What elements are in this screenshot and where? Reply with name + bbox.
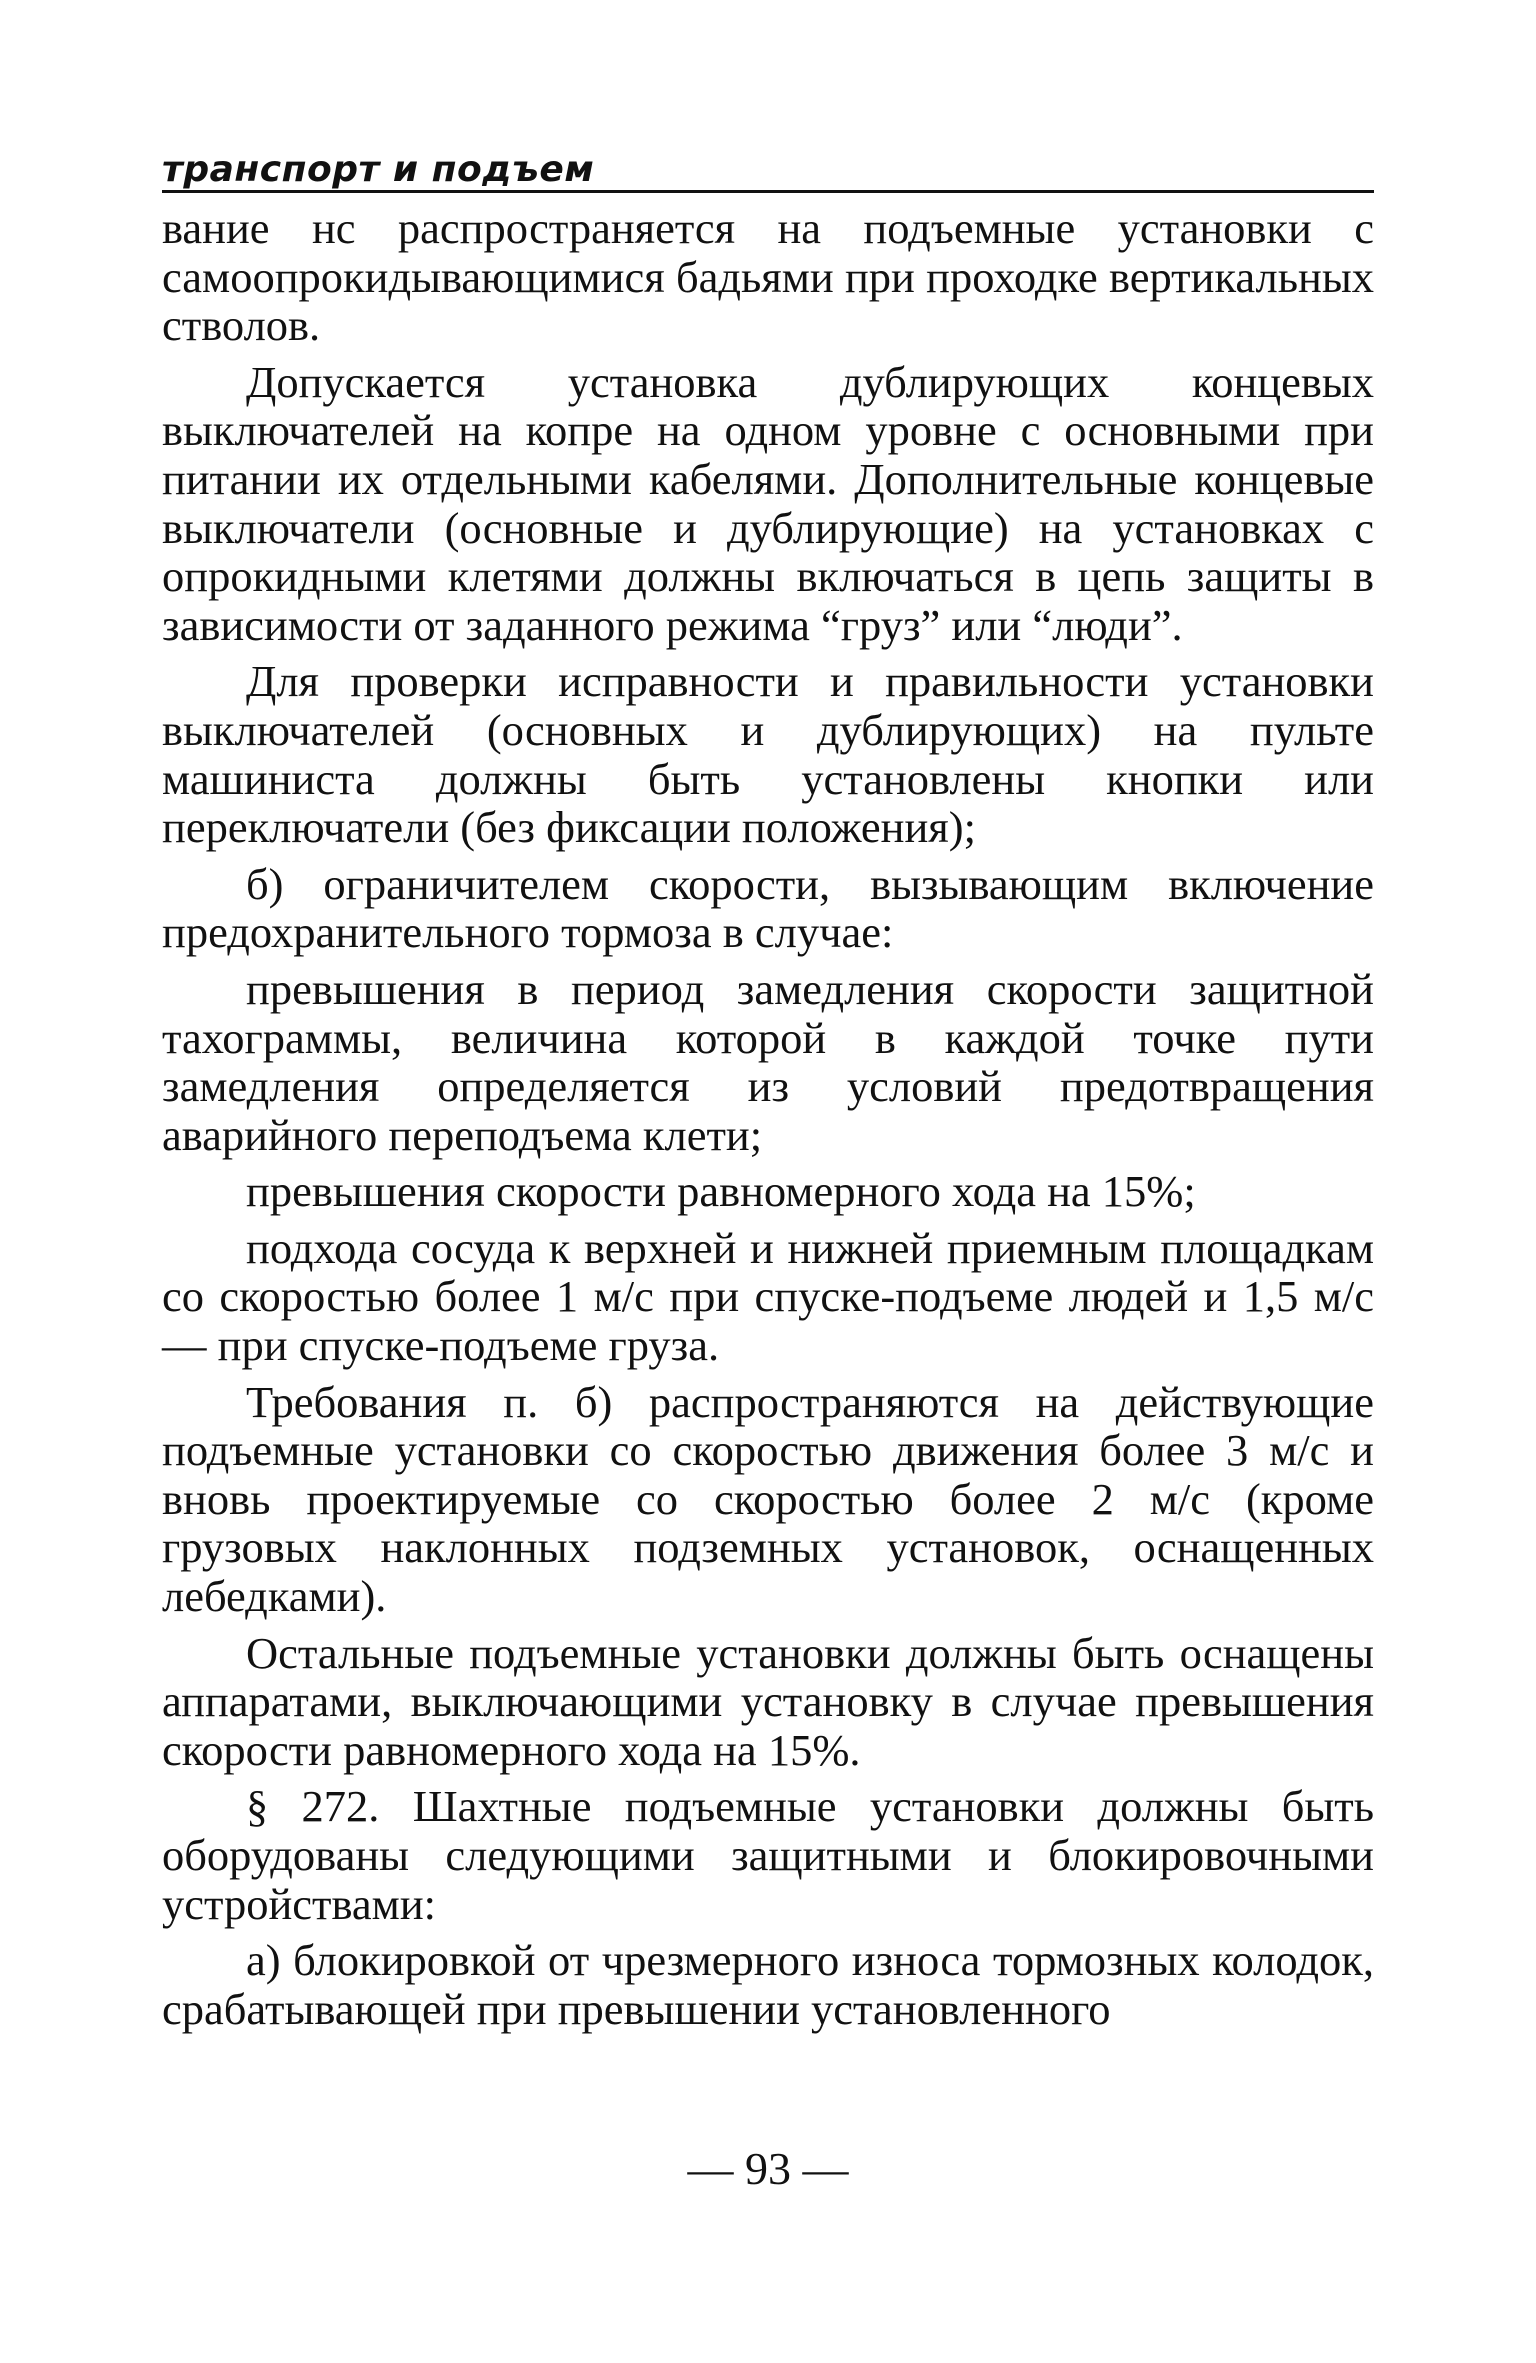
- page-number: — 93 —: [687, 2143, 849, 2194]
- paragraph: Требования п. б) распространяются на действующие подъемные установки со скоростью движения более 3 м/с и вновь проектируемые со скоростью более 2 м/с (кроме грузовых наклонных подземных установок, оснащенных лебедками).: [162, 1376, 1374, 1622]
- running-header: [162, 150, 1374, 194]
- paragraph: превышения скорости равномерного хода на 15%;: [246, 1166, 1196, 1217]
- paragraph: подхода сосуда к верхней и нижней приемным площадкам со скоростью более 1 м/с при спуске-подъеме людей и 1,5 м/с — при спуске-подъеме груза.: [162, 1222, 1374, 1371]
- paragraph-item-b: б) ограничителем скорости, вызывающим включение предохранительного тормоза в случае:: [162, 858, 1374, 958]
- paragraph-continuation: вание нс распространяется на подъемные установки с самоопрокидывающимися бадьями при проходке вертикальных стволов.: [162, 203, 1374, 351]
- paragraph: Остальные подъемные установки должны быть оснащены аппаратами, выключающими установку в случае превышения скорости равномерного хода на 15%.: [162, 1627, 1374, 1775]
- paragraph: Для проверки исправности и правильности установки выключателей (основных и дублирующих) на пульте машиниста должны быть установлены кнопки или переключатели (без фиксации положения);: [162, 656, 1374, 853]
- page: [162, 150, 1374, 2041]
- paragraph: Допускается установка дублирующих концевых выключателей на копре на одном уровне с основными при питании их отдельными кабелями. Дополнительные концевые выключатели (основные и дублирующие) на установках с опрокидными клетями должны включаться в цепь защиты в зависимости от заданного режима “груз” или “люди”.: [162, 356, 1374, 650]
- section-paragraph-272: § 272. Шахтные подъемные установки должны быть оборудованы следующими защитными и блокировочными устройствами:: [162, 1781, 1374, 1929]
- body-text: [162, 204, 1374, 2033]
- paragraph-item-a: а) блокировкой от чрезмерного износа тормозных колодок, срабатывающей при превышении установленного: [162, 1935, 1374, 2034]
- header-rule: [162, 190, 1374, 193]
- paragraph: превышения в период замедления скорости защитной тахограммы, величина которой в каждой точке пути замедления определяется из условий предотвращения аварийного переподъема клети;: [162, 963, 1374, 1160]
- running-title: транспорт и подъем: [162, 149, 595, 190]
